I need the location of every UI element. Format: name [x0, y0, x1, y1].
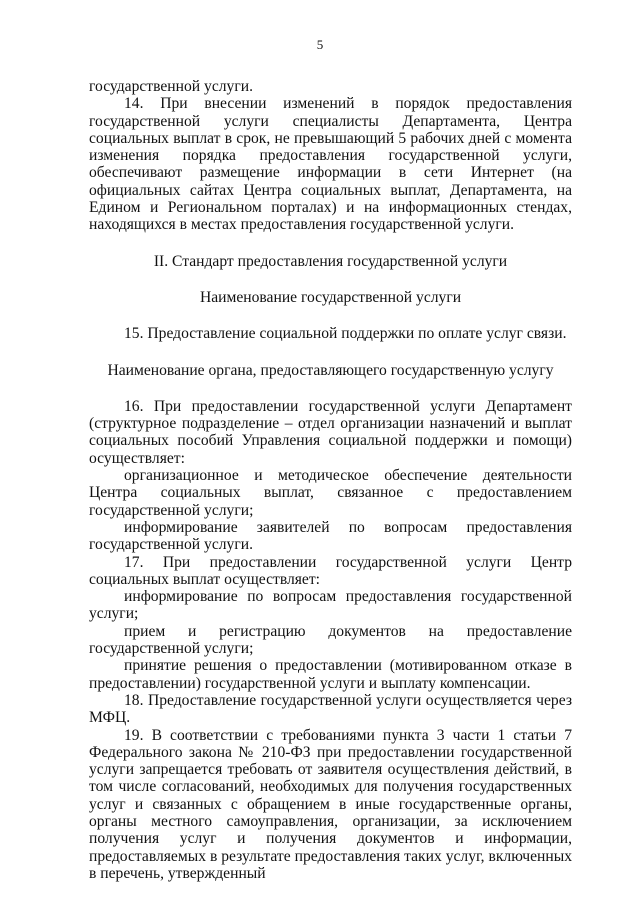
paragraph-17-item-2: прием и регистрацию документов на предоставление государственной услуги; [89, 622, 572, 658]
paragraph-17-item-1: информирование по вопросам предоставления государственной услуги; [89, 588, 572, 623]
paragraph-16-item-2: информирование заявителей по вопросам предоставления государственной услуги. [89, 518, 572, 554]
paragraph-16: 16. При предоставлении государственной услуги Департамент (структурное подразделение – отдел организации назначений и выплат социальных пособий Управления социальной поддержки и помощи) осуществляет: [89, 397, 572, 467]
document-body [89, 78, 572, 882]
paragraph-continuation: государственной услуги. [89, 78, 253, 95]
paragraph-19: 19. В соответствии с требованиями пункта 3 части 1 статьи 7 Федерального закона № 210-ФЗ при предоставлении государственной услуги запрещается требовать от заявителя осуществления действий, в том числе согласований, необходимых для получения государственных услуг и связанных с обращением в иные государственные органы, органы местного самоуправления, организации, за исключением получения услуг и получения документов и информации, предоставляемых в результате предоставления таких услуг, включенных в перечень, утвержденный [89, 726, 572, 882]
paragraph-15: 15. Предоставление социальной поддержки по оплате услуг связи. [124, 325, 567, 343]
paragraph-14: 14. При внесении изменений в порядок предоставления государственной услуги специалисты Департамента, Центра социальных выплат в срок, не превышающий 5 рабочих дней с момента изменения порядка предоставления государственной услуги, обеспечивают размещение информации в сети Интернет (на официальных сайтах Центра социальных выплат, Департамента, на Едином и Региональном порталах) и на информационных стендах, находящихся в местах предоставления государственной услуги. [89, 95, 572, 234]
paragraph-16-item-1: организационное и методическое обеспечение деятельности Центра социальных выплат, связанное с предоставлением государственной услуги; [89, 467, 572, 519]
paragraph-18: 18. Предоставление государственной услуги осуществляется через МФЦ. [89, 691, 572, 727]
paragraph-17-item-3: принятие решения о предоставлении (мотивированном отказе в предоставлении) государственной услуги и выплату компенсации. [89, 657, 572, 692]
paragraph-17: 17. При предоставлении государственной услуги Центр социальных выплат осуществляет: [89, 553, 572, 588]
subsection-heading-service-name: Наименование государственной услуги [199, 288, 462, 306]
page-number: 5 [316, 37, 324, 52]
subsection-heading-authority: Наименование органа, предоставляющего государственную услугу [107, 361, 554, 379]
section-heading: II. Стандарт предоставления государственной услуги [153, 252, 508, 270]
